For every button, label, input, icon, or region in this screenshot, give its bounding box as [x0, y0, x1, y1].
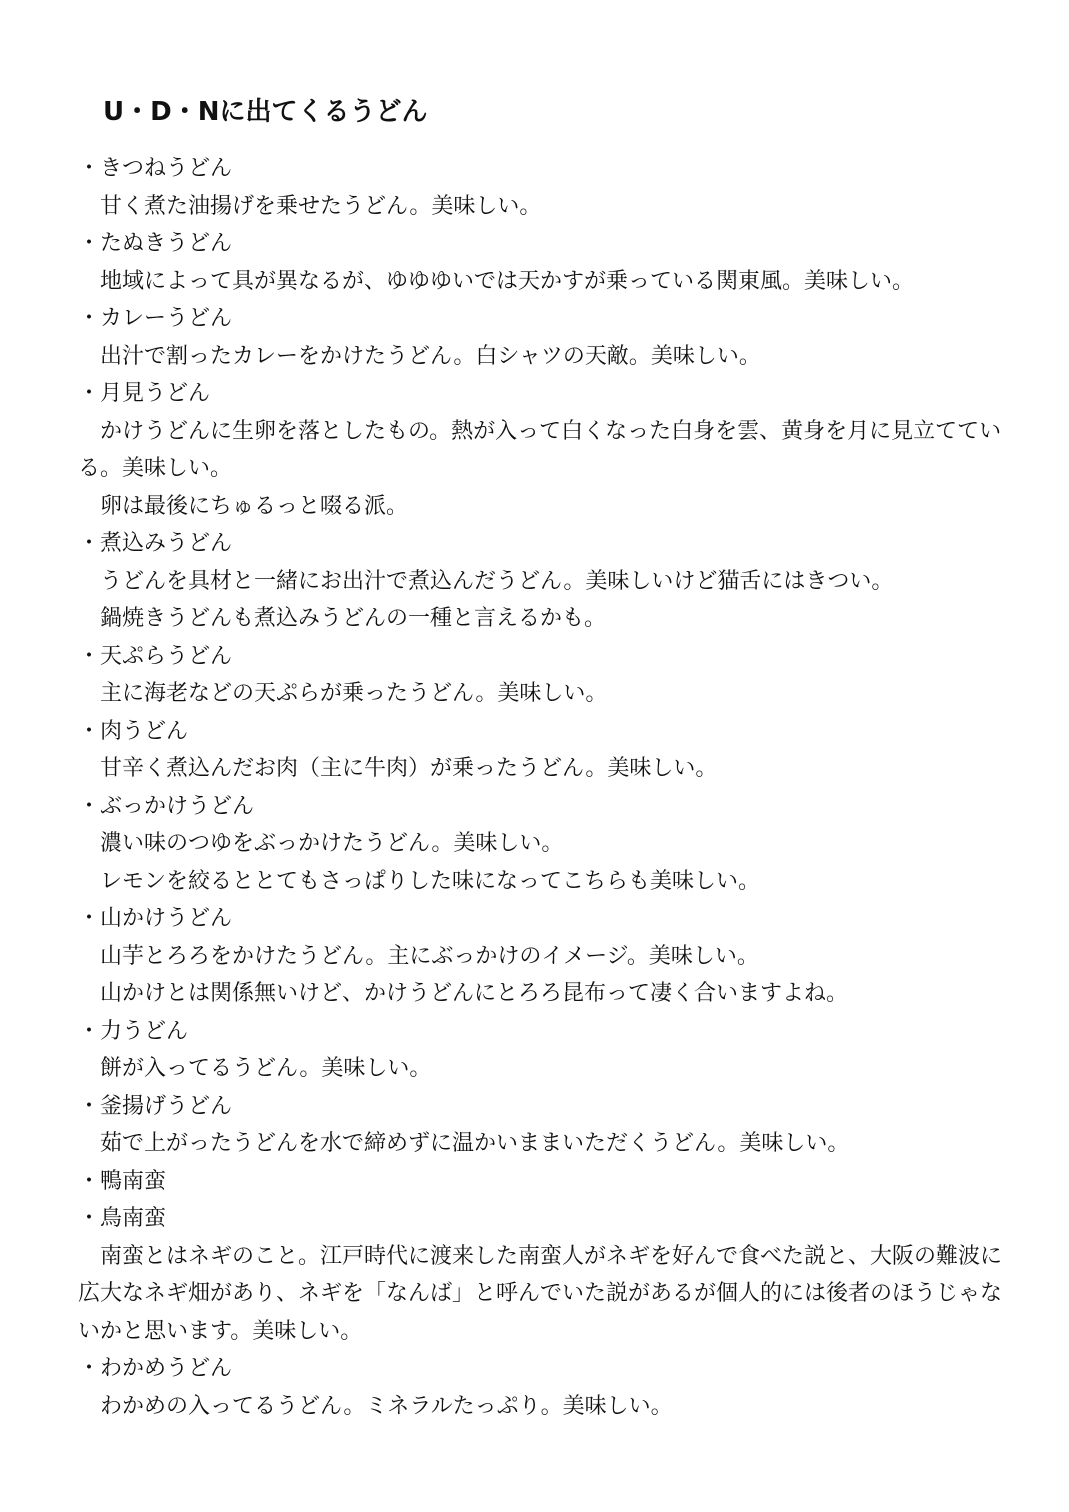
udon-entry — [78, 150, 1008, 225]
udon-entry — [78, 375, 1008, 525]
entry-description: わかめの入ってるうどん。ミネラルたっぷり。美味しい。 — [100, 1393, 673, 1419]
udon-entry — [78, 225, 1008, 300]
entry-heading: ・たぬきうどん — [78, 231, 233, 256]
udon-list — [78, 150, 1008, 1425]
entry-description: 濃い味のつゆをぶっかけたうどん。美味しい。 — [100, 831, 564, 856]
udon-entry — [78, 300, 1008, 375]
entry-description: 地域によって具が異なるが、ゆゆゆいでは天かすが乗っている関東風。美味しい。 — [100, 268, 915, 294]
entry-heading: ・カレーうどん — [78, 306, 233, 331]
entry-description: うどんを具材と一緒にお出汁で煮込んだうどん。美味しいけど猫舌にはきつい。 — [100, 568, 894, 594]
entry-heading: ・ぶっかけうどん — [78, 793, 255, 819]
entry-description: 主に海老などの天ぷらが乗ったうどん。美味しい。 — [100, 681, 608, 706]
entry-heading: ・煮込みうどん — [78, 531, 233, 556]
entry-heading: ・鴨南蛮 — [78, 1168, 167, 1194]
entry-description: 甘く煮た油揚げを乗せたうどん。美味しい。 — [100, 193, 542, 219]
entry-heading: ・釜揚げうどん — [78, 1093, 233, 1119]
entry-heading: ・わかめうどん — [78, 1356, 233, 1381]
entry-description: 山芋とろろをかけたうどん。主にぶっかけのイメージ。美味しい。 — [100, 943, 759, 969]
udon-entry — [78, 1163, 1008, 1201]
udon-entry — [78, 1088, 1008, 1163]
entry-description: 鍋焼きうどんも煮込みうどんの一種と言えるかも。 — [100, 606, 607, 631]
entry-heading: ・月見うどん — [78, 381, 211, 406]
entry-heading: ・肉うどん — [78, 718, 189, 744]
entry-heading: ・きつねうどん — [78, 156, 233, 181]
entry-heading: ・鳥南蛮 — [78, 1206, 167, 1231]
udon-entry — [78, 1013, 1008, 1088]
entry-description: レモンを絞るととてもさっぱりした味になってこちらも美味しい。 — [100, 868, 761, 894]
entry-description: 山かけとは関係無いけど、かけうどんにとろろ昆布って凄く合いますよね。 — [100, 981, 849, 1006]
entry-description: 卵は最後にちゅるっと啜る派。 — [100, 493, 409, 519]
page-title: U・D・Nに出てくるうどん — [103, 97, 428, 127]
udon-entry — [78, 638, 1008, 713]
udon-entry — [78, 788, 1008, 901]
udon-entry — [78, 525, 1008, 638]
udon-entry — [78, 713, 1008, 788]
entry-description: 茹で上がったうどんを水で締めずに温かいままいただくうどん。美味しい。 — [100, 1131, 850, 1156]
entry-description: 出汁で割ったカレーをかけたうどん。白シャツの天敵。美味しい。 — [100, 343, 761, 369]
entry-description: 南蛮とはネギのこと。江戸時代に渡来した南蛮人がネギを好んで食べた説と、大阪の難波に広大なネギ畑があり、ネギを「なんば」と呼んでいた説があるが個人的には後者のほうじゃないかと思います。美味しい。 — [78, 1243, 1003, 1344]
udon-entry — [78, 1200, 1008, 1350]
udon-entry — [78, 900, 1008, 1013]
entry-description: かけうどんに生卵を落としたもの。熱が入って白くなった白身を雲、黄身を月に見立てている。美味しい。 — [78, 418, 1002, 481]
entry-heading: ・山かけうどん — [78, 906, 233, 931]
entry-heading: ・天ぷらうどん — [78, 643, 233, 669]
entry-heading: ・力うどん — [78, 1018, 189, 1044]
udon-entry — [78, 1350, 1008, 1425]
entry-description: 甘辛く煮込んだお肉（主に牛肉）が乗ったうどん。美味しい。 — [100, 756, 718, 781]
entry-description: 餅が入ってるうどん。美味しい。 — [100, 1056, 432, 1081]
